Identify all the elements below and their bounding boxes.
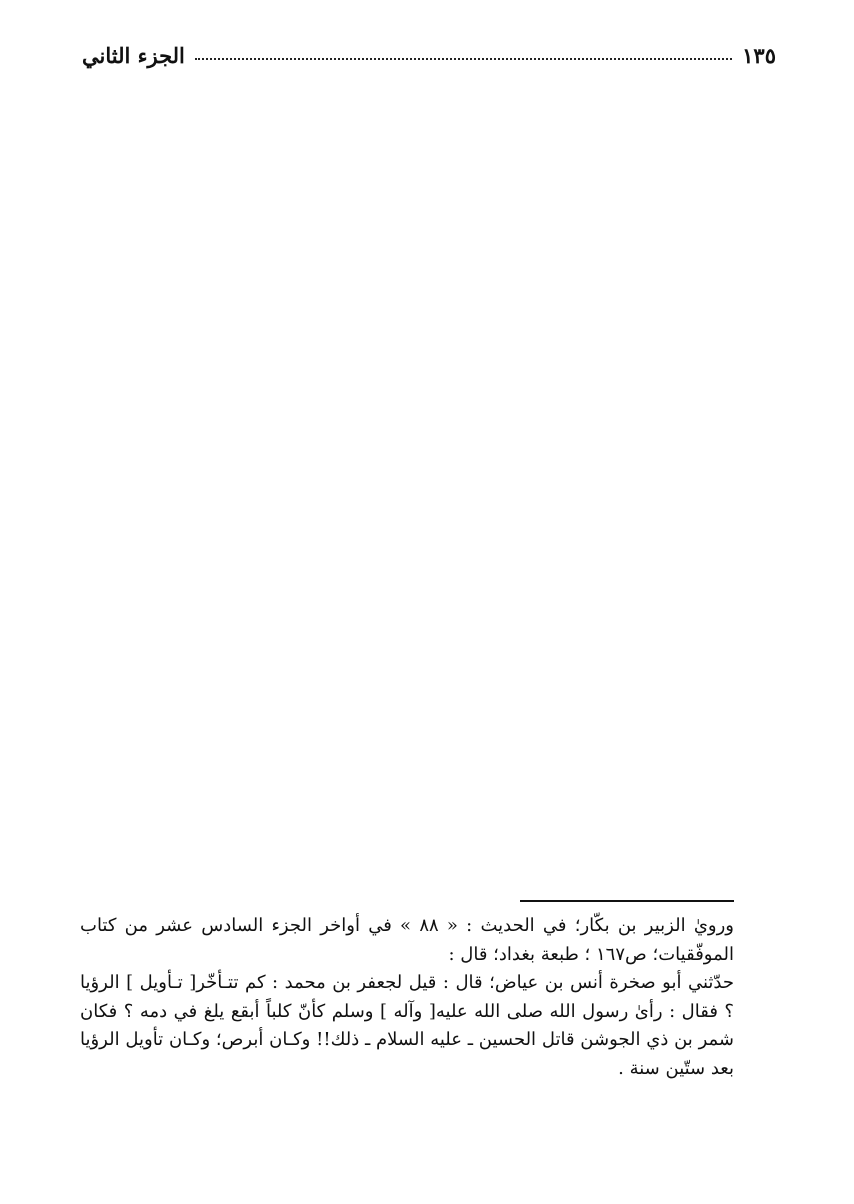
running-header: [82, 34, 776, 66]
header-leader-dots: [195, 58, 732, 60]
footnote-paragraph-2: حدّثني أبو صخرة أنس بن عياض؛ قال : قيل لجعفر بن محمد : كم تتـأخّر[ تـأويل ] الرؤيا ؟ فقال : رأىٰ رسول الله صلى الله عليه[ وآله ] وسلم كأنّ كلباً أبقع يلغ في دمه ؟ فكان شمر بن ذي الجوشن قاتل الحسين ـ عليه السلام ـ ذلك!! وكـان أبرص؛ وكـان تأويل الرؤيا بعد ستّين سنة .: [80, 972, 734, 1079]
footnote-separator: [520, 900, 734, 902]
footnote-paragraph-1: ورويٰ الزبير بن بكّار؛ في الحديث : « ٨٨ » في أواخر الجزء السادس عشر من كتاب الموفّقيات؛ ص١٦٧ ؛ طبعة بغداد؛ قال :: [80, 915, 735, 965]
footnotes: [80, 912, 734, 1083]
header-title: الجزء الثاني: [82, 43, 185, 68]
page-number: ١٣٥: [742, 43, 776, 68]
